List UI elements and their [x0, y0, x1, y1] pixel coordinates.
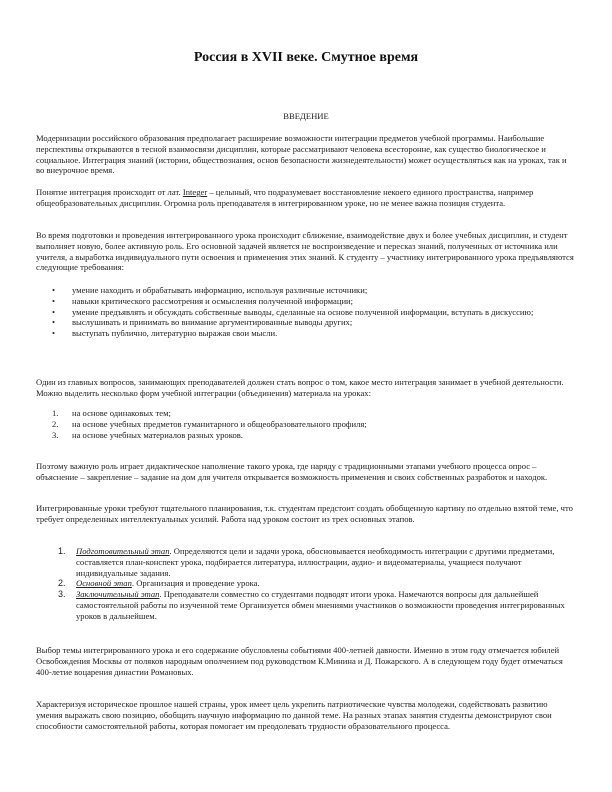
paragraph-text: Интегрированные уроки требуют тщательного планирования, т.к. студентам предстоит создать обобщенную картину по отдельно взятой теме, что требует определенных интеллектуальных усилий. Работа над уроком состоит из трех основных этапов. [36, 503, 573, 524]
document-title: Россия в XVII веке. Смутное время [193, 50, 419, 65]
list-item-text: выступать публично, литературно выражая свои мысли. [72, 328, 278, 339]
paragraph-integration-forms [36, 377, 576, 399]
paragraph-text: Модернизации российского образования предполагает расширение возможности интеграции предметов учебной программы. Наибольшие перспективы открываются в тесной взаимосвязи дисциплин, которые рассматривают человека всесторонне, как существо биологическое и социальное. Интеграция знаний (истории, обществознания, основ безопасности жизнедеятельности) может осуществляться как на уроках, так и во внеурочное время. [36, 133, 567, 176]
list-item-text: умение находить и обрабатывать информацию, используя различные источники; [72, 285, 368, 295]
list-item-text: на основе учебных материалов разных уроков. [72, 429, 243, 440]
list-item [36, 589, 576, 621]
paragraph-modernization [36, 133, 576, 176]
list-number: 1. [58, 546, 66, 556]
bullet-icon: • [52, 285, 56, 295]
list-item [36, 430, 576, 441]
stage-text: . Преподаватели совместно со студентами подводят итоги урока. Намечаются вопросы для дальнейшей самостоятельной работы по изученной теме Организуется обмен мнениями участников о возможности проведения интегрированных уроков в дальнейшем. [76, 589, 565, 621]
paragraph-lesson-goal [36, 699, 576, 731]
list-number: 3. [58, 589, 66, 600]
list-item [36, 285, 576, 296]
paragraph-text: Характеризуя историческое прошлое нашей страны, урок имеет цель укрепить патриотические чувства молодежи, содействовать развитию умения выражать свою позицию, обобщить научную информацию по данной теме. На разных этапах занятия студенты демонстрируют свои способности самостоятельной работы, которая помогает им преодолевать трудности образовательного процесса. [36, 699, 552, 731]
list-number: 3. [52, 429, 59, 440]
list-item [36, 307, 576, 318]
stage-name: Заключительный этап [76, 589, 160, 600]
list-item [36, 317, 576, 328]
term-integer: Integer [182, 187, 208, 197]
list-item [36, 419, 576, 430]
list-item [36, 408, 576, 419]
stage-name: Подготовительный этап [76, 546, 170, 556]
list-item-text: на основе учебных предметов гуманитарного и общеобразовательного профиля; [72, 418, 367, 429]
list-item [36, 296, 576, 307]
list-number: 2. [52, 418, 59, 429]
list-item-text: выслушивать и принимать во внимание аргументированные выводы других; [72, 317, 353, 328]
text-before: Понятие интеграция происходит от лат. [36, 187, 183, 197]
paragraph-text: Один из главных вопросов, занимающих преподавателей должен стать вопрос о том, какое место интеграция занимает в учебной деятельности. Можно выделить несколько форм учебной интеграции (объединения) материала на уроках: [36, 377, 564, 398]
list-item [36, 546, 576, 578]
stage-text: . Организация и проведение урока. [131, 578, 260, 589]
bullet-icon: • [52, 306, 56, 317]
list-item-text: на основе одинаковых тем; [72, 408, 171, 418]
list-item-text: умение предъявлять и обсуждать собственные выводы, сделанные на основе полученной информации, вступать в дискуссию; [72, 306, 534, 317]
paragraph-planning [36, 503, 576, 525]
paragraph-didactic [36, 461, 576, 483]
bullet-icon: • [52, 295, 56, 306]
stages-list [36, 546, 576, 622]
paragraph-topic-choice [36, 645, 576, 677]
list-number: 2. [58, 578, 66, 589]
paragraph-text: Выбор темы интегрированного урока и его содержание обусловлены событиями 400-летней давности. Именно в этом году отмечается юбилей Освобождения Москвы от поляков народным ополчением под руководством К.Минина и Д. Пожарского. А в следующем году будет отмечаться 400-летие воцарения династии Романовых. [36, 645, 563, 677]
requirements-list [36, 285, 576, 339]
list-number: 1. [52, 408, 59, 418]
bullet-icon: • [52, 317, 56, 328]
paragraph-text: Поэтому важную роль играет дидактическое наполнение такого урока, где наряду с традиционными этапами учебного процесса опрос – объяснение – закрепление – задание на дом для учителя открывается возможность применения и своих собственных разработок и находок. [36, 461, 548, 482]
forms-list [36, 408, 576, 440]
bullet-icon: • [52, 328, 56, 339]
list-item [36, 328, 576, 339]
paragraph-text: Во время подготовки и проведения интегрированного урока происходит сближение, взаимодействие двух и более учебных дисциплин, и студент выполняет новую, более активную роль. Его основной задачей является не воспроизведение и пересказ знаний, полученных от источника или учителя, а выработка индивидуального пути освоения и применения этих знаний. К студенту – участнику интегрированного урока предъявляются следующие требования: [36, 230, 574, 273]
paragraph-integration-definition [36, 187, 576, 209]
stage-text: . Определяются цели и задачи урока, обосновывается необходимость интеграции с другими предметами, составляется план-конспект урока, подбирается литература, иллюстрации, аудио- и видеоматериалы, учащиеся получают индивидуальные задания. [76, 546, 555, 578]
stage-name: Основной этап [76, 578, 132, 589]
section-heading: ВВЕДЕНИЕ [283, 111, 329, 121]
text-after: – целыный, что подразумевает восстановление некоего единого пространства, например общеобразовательных дисциплин. Огромна роль преподавателя в интегрированном уроке, но не менее важна позиция студента. [36, 187, 534, 208]
list-item [36, 578, 576, 589]
list-item-text: навыки критического рассмотрения и осмысления полученной информации; [72, 295, 354, 306]
paragraph-text [36, 187, 576, 209]
paragraph-lesson-preparation [36, 230, 576, 273]
